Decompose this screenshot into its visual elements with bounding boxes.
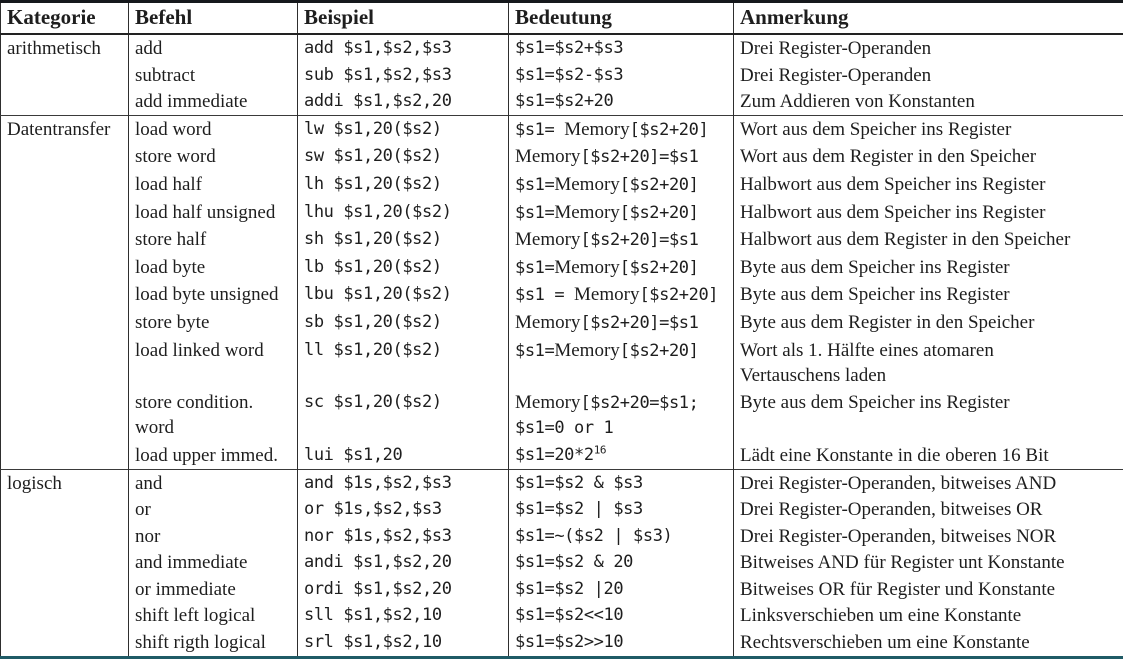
beispiel-cell: lw $s1,20($s2) (298, 115, 509, 143)
kategorie-cell: logisch (1, 469, 129, 657)
bedeutung-cell: $s1= Memory[$s2+20] (509, 115, 734, 143)
memory-keyword: Memory (515, 392, 580, 413)
bedeutung-cell: $s1=$s2<<10 (509, 602, 734, 629)
memory-keyword: Memory (554, 340, 619, 361)
anmerkung-cell: Wort aus dem Register in den Speicher (734, 143, 1123, 171)
header-cell-anmerkung: Anmerkung (734, 2, 1123, 35)
table-row (1, 496, 1123, 523)
beispiel-cell: lb $s1,20($s2) (298, 254, 509, 282)
bedeutung-cell: $s1=$s2-$s3 (509, 62, 734, 89)
befehl-cell: store half (129, 226, 298, 254)
kategorie-cell: Datentransfer (1, 115, 129, 469)
header-cell-kategorie: Kategorie (1, 2, 129, 35)
befehl-cell: load half unsigned (129, 199, 298, 227)
befehl-cell: load upper immed. (129, 442, 298, 469)
header-cell-beispiel: Beispiel (298, 2, 509, 35)
anmerkung-cell: Linksverschieben um eine Konstante (734, 602, 1123, 629)
bedeutung-cell: $s1=$s2 & $s3 (509, 469, 734, 496)
befehl-cell: load linked word (129, 337, 298, 389)
bedeutung-cell: Memory[$s2+20]=$s1 (509, 309, 734, 337)
beispiel-cell: and $1s,$s2,$s3 (298, 469, 509, 496)
anmerkung-cell: Bitweises OR für Register und Konstante (734, 576, 1123, 603)
anmerkung-cell: Zum Addieren von Konstanten (734, 88, 1123, 115)
befehl-cell: store condition. word (129, 389, 298, 442)
bedeutung-cell: Memory[$s2+20]=$s1 (509, 226, 734, 254)
befehl-cell: or immediate (129, 576, 298, 603)
table-row (1, 199, 1123, 227)
befehl-cell: or (129, 496, 298, 523)
beispiel-cell: sc $s1,20($s2) (298, 389, 509, 442)
bedeutung-cell: $s1=Memory[$s2+20] (509, 199, 734, 227)
kategorie-cell: arithmetisch (1, 34, 129, 115)
beispiel-cell: addi $s1,$s2,20 (298, 88, 509, 115)
anmerkung-cell: Halbwort aus dem Register in den Speicher (734, 226, 1123, 254)
table-row (1, 34, 1123, 62)
anmerkung-cell: Byte aus dem Register in den Speicher (734, 309, 1123, 337)
beispiel-cell: lbu $s1,20($s2) (298, 281, 509, 309)
bedeutung-cell: $\$s1=20*2^{16}$ (509, 442, 734, 469)
section-logisch (1, 469, 1123, 657)
anmerkung-cell: Halbwort aus dem Speicher ins Register (734, 199, 1123, 227)
memory-keyword: Memory (564, 119, 629, 140)
bedeutung-cell: $s1=$s2>>10 (509, 629, 734, 657)
table-row (1, 442, 1123, 469)
befehl-cell: and immediate (129, 549, 298, 576)
beispiel-cell: or $1s,$s2,$s3 (298, 496, 509, 523)
anmerkung-cell: Byte aus dem Speicher ins Register (734, 281, 1123, 309)
beispiel-cell: nor $1s,$s2,$s3 (298, 523, 509, 550)
section-arithmetisch (1, 34, 1123, 115)
table-row (1, 88, 1123, 115)
bedeutung-cell: $s1=~($s2 | $s3) (509, 523, 734, 550)
befehl-cell: load half (129, 171, 298, 199)
bedeutung-cell: $s1=Memory[$s2+20] (509, 171, 734, 199)
beispiel-cell: sw $s1,20($s2) (298, 143, 509, 171)
anmerkung-cell: Byte aus dem Speicher ins Register (734, 389, 1123, 442)
table-row (1, 523, 1123, 550)
befehl-cell: shift rigth logical (129, 629, 298, 657)
table-row (1, 143, 1123, 171)
header-cell-bedeutung: Bedeutung (509, 2, 734, 35)
table-row (1, 549, 1123, 576)
bedeutung-cell: Memory[$s2+20=$s1; $s1=0 or 1 (509, 389, 734, 442)
memory-keyword: Memory (554, 174, 619, 195)
bedeutung-cell: $s1=$s2+$s3 (509, 34, 734, 62)
befehl-cell: load byte unsigned (129, 281, 298, 309)
memory-keyword: Memory (574, 284, 639, 305)
bedeutung-cell: $s1=$s2 |20 (509, 576, 734, 603)
beispiel-cell: sub $s1,$s2,$s3 (298, 62, 509, 89)
anmerkung-cell: Drei Register-Operanden, bitweises NOR (734, 523, 1123, 550)
bedeutung-cell: $s1=Memory[$s2+20] (509, 337, 734, 389)
memory-keyword: Memory (554, 257, 619, 278)
anmerkung-cell: Bitweises AND für Register unt Konstante (734, 549, 1123, 576)
befehl-cell: store word (129, 143, 298, 171)
befehl-cell: load word (129, 115, 298, 143)
beispiel-cell: lui $s1,20 (298, 442, 509, 469)
anmerkung-cell: Drei Register-Operanden, bitweises AND (734, 469, 1123, 496)
beispiel-cell: add $s1,$s2,$s3 (298, 34, 509, 62)
table-row (1, 62, 1123, 89)
bedeutung-cell: $s1=$s2+20 (509, 88, 734, 115)
anmerkung-cell: Drei Register-Operanden, bitweises OR (734, 496, 1123, 523)
beispiel-cell: lh $s1,20($s2) (298, 171, 509, 199)
befehl-cell: add (129, 34, 298, 62)
table-row (1, 469, 1123, 496)
table-row (1, 629, 1123, 657)
beispiel-cell: ordi $s1,$s2,20 (298, 576, 509, 603)
beispiel-cell: srl $s1,$s2,10 (298, 629, 509, 657)
befehl-cell: shift left logical (129, 602, 298, 629)
table-row (1, 115, 1123, 143)
table-row (1, 309, 1123, 337)
bedeutung-cell: $s1 = Memory[$s2+20] (509, 281, 734, 309)
memory-keyword: Memory (515, 146, 580, 167)
bedeutung-cell: Memory[$s2+20]=$s1 (509, 143, 734, 171)
memory-keyword: Memory (554, 202, 619, 223)
anmerkung-cell: Wort aus dem Speicher ins Register (734, 115, 1123, 143)
beispiel-cell: sb $s1,20($s2) (298, 309, 509, 337)
beispiel-cell: sll $s1,$s2,10 (298, 602, 509, 629)
anmerkung-cell: Lädt eine Konstante in die oberen 16 Bit (734, 442, 1123, 469)
anmerkung-cell: Halbwort aus dem Speicher ins Register (734, 171, 1123, 199)
befehl-cell: store byte (129, 309, 298, 337)
table-row (1, 602, 1123, 629)
befehl-cell: load byte (129, 254, 298, 282)
beispiel-cell: andi $s1,$s2,20 (298, 549, 509, 576)
table-row (1, 226, 1123, 254)
table-row (1, 576, 1123, 603)
bedeutung-cell: $s1=Memory[$s2+20] (509, 254, 734, 282)
table-row (1, 389, 1123, 442)
beispiel-cell: ll $s1,20($s2) (298, 337, 509, 389)
table-row (1, 254, 1123, 282)
table-row (1, 337, 1123, 389)
header-cell-befehl: Befehl (129, 2, 298, 35)
anmerkung-cell: Wort als 1. Hälfte eines atomaren Vertauschens laden (734, 337, 1123, 389)
befehl-cell: subtract (129, 62, 298, 89)
anmerkung-cell: Byte aus dem Speicher ins Register (734, 254, 1123, 282)
anmerkung-cell: Drei Register-Operanden (734, 62, 1123, 89)
table-row (1, 281, 1123, 309)
table-row (1, 171, 1123, 199)
befehl-cell: add immediate (129, 88, 298, 115)
section-datentransfer (1, 115, 1123, 469)
bedeutung-cell: $s1=$s2 | $s3 (509, 496, 734, 523)
anmerkung-cell: Rechtsverschieben um eine Konstante (734, 629, 1123, 657)
bedeutung-cell: $s1=$s2 & 20 (509, 549, 734, 576)
memory-keyword: Memory (515, 229, 580, 250)
memory-keyword: Memory (515, 312, 580, 333)
table-header-row (1, 2, 1123, 35)
befehl-cell: nor (129, 523, 298, 550)
beispiel-cell: lhu $s1,20($s2) (298, 199, 509, 227)
beispiel-cell: sh $s1,20($s2) (298, 226, 509, 254)
befehl-cell: and (129, 469, 298, 496)
anmerkung-cell: Drei Register-Operanden (734, 34, 1123, 62)
